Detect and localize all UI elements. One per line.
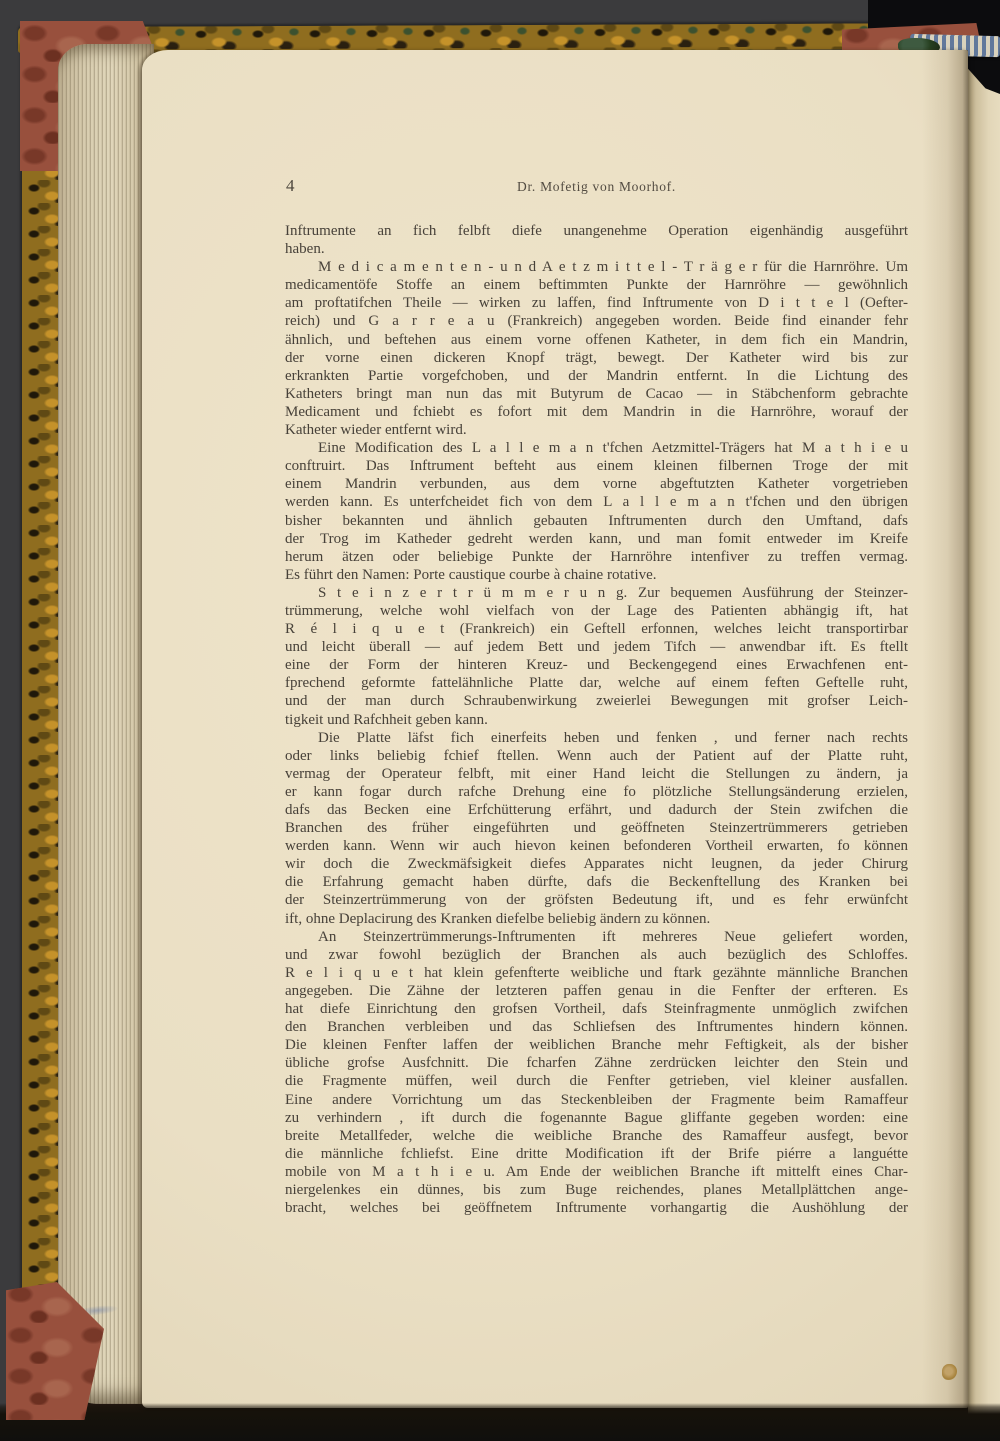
paragraph xyxy=(285,258,908,439)
text-line: den Branchen verbleiben und das Schliefsen des Inftrumentes hindern können. xyxy=(285,1019,908,1036)
text-line: ift, ohne Deplacirung des Kranken diefelbe beliebig ändern zu können. xyxy=(285,910,711,927)
text-line: Katheters bringt man nun das mit Butyrum de Cacao — in Stäbchenform gebrachte xyxy=(285,385,908,402)
text-line: Medicament und fchiebt es fofort mit dem Mandrin in die Harnröhre, worauf der xyxy=(285,403,908,420)
text-line: er kann fogar durch rafche Drehung eine fo plötzliche Stellungsänderung erzielen, xyxy=(285,783,908,800)
running-header: Dr. Mofetig von Moorhof. xyxy=(517,179,676,194)
text-line: einem Mandrin verbunden, aus dem vorne abgeftutzten Katheter vorgetrieben xyxy=(285,476,908,493)
text-line: An Steinzertrümmerungs-Inftrumenten ift mehreres Neue geliefert worden, xyxy=(318,928,908,945)
text-line: niergelenkes ein dünnes, bis zum Buge reichendes, planes Metallplättchen ange- xyxy=(285,1181,908,1198)
text-line: dafs das Becken eine Erfchütterung erfährt, und dadurch der Stein zwifchen die xyxy=(285,802,908,818)
text-line: hat diefe Einrichtung den grofsen Vortheil, dafs Steinfragmente unmöglich zwifchen xyxy=(285,1001,908,1018)
text-line: werden kann. Wenn wir auch hievon keinen befonderen Vortheil erwarten, fo können xyxy=(285,838,908,855)
text-line: Die kleinen Fenfter laffen der weiblichen Branche mehr Feftigkeit, als der bisher xyxy=(285,1037,908,1054)
text-line: fprechend geformte fattelähnliche Platte dar, welche auf einem feften Geftelle ruht, xyxy=(285,675,908,692)
text-line: am proftatifchen Theile — wirken zu laffen, find Inftrumente von D i t t e l (Oefter- xyxy=(285,295,908,312)
text-line: vermag der Operateur felbft, mit einer Hand leicht die Stellungen zu ändern, ja xyxy=(285,765,908,782)
page-content xyxy=(285,176,908,1217)
text-line: Eine Modification des L a l l e m a n t'fchen Aetzmittel-Trägers hat M a t h i e u xyxy=(318,440,908,457)
text-line: übliche grofse Ausfchnitt. Die fcharfen Zähne zerdrücken leichter den Stein und xyxy=(285,1055,908,1072)
text-line: Eine andere Vorrichtung um das Steckenbleiben der Fragmente beim Ramaffeur xyxy=(285,1091,908,1108)
text-line: M e d i c a m e n t e n - u n d A e t z m i t t e l - T r ä g e r für die Harnröhre. Um xyxy=(318,259,908,276)
paragraph xyxy=(285,584,908,729)
text-line: oder links beliebig fchief ftellen. Wenn auch der Patient auf der Platte ruht, xyxy=(285,747,908,764)
text-line: werden kann. Es unterfcheidet fich von dem L a l l e m a n t'fchen und den übrigen xyxy=(285,494,908,511)
text-line: Katheter wieder entfernt wird. xyxy=(285,422,467,439)
text-line: zu verhindern , ift durch die fogenannte Bague gliffante gegeben worden: eine xyxy=(285,1109,908,1126)
text-line: und zwar fowohl bezüglich der Branchen als auch bezüglich des Schloffes. xyxy=(285,946,908,963)
text-line: R e l i q u e t hat klein gefenfterte weibliche und ftark gezähnte männliche Branchen xyxy=(285,964,908,981)
text-block xyxy=(285,222,908,1217)
text-line: bisher bekannten und ähnlich gebauten Inftrumenten durch den Umftand, dafs xyxy=(285,512,908,529)
text-line: mobile von M a t h i e u. Am Ende der weiblichen Branche ift mittelft eines Char- xyxy=(285,1163,908,1180)
text-line: die Fragmente müffen, weil durch die Fenfter getrieben, viel kleiner ausfallen. xyxy=(285,1073,908,1090)
page-header xyxy=(285,176,908,198)
text-line: bracht, welches bei geöffnetem Inftrumente vorhangartig die Aushöhlung der xyxy=(285,1200,908,1217)
text-line: angegeben. Die Zähne der letzteren paffen genau in die Fenfter der erfteren. Es xyxy=(285,982,908,999)
text-line: erkrankten Partie vorgefchoben, und der Mandrin entfernt. In die Lichtung des xyxy=(285,367,908,384)
text-line: Es führt den Namen: Porte caustique courbe à chaine rotative. xyxy=(285,566,657,583)
text-line: der vorne einen dickeren Knopf trägt, bewegt. Der Katheter wird bis zur xyxy=(285,349,908,366)
text-line: und leicht überall — auf jedem Bett und jedem Tifch — anwendbar ift. Es ftellt xyxy=(285,639,908,656)
facing-page-edge xyxy=(968,56,1000,1424)
book-page xyxy=(142,50,968,1408)
text-line: wir doch die Zweckmäfsigkeit diefes Apparates nicht leugnen, da jeder Chirurg xyxy=(285,856,908,873)
paragraph xyxy=(285,729,908,928)
text-line: haben. xyxy=(285,241,325,258)
text-line: Die Platte läfst fich einerfeits heben und fenken , und ferner nach rechts xyxy=(318,729,908,746)
text-line: R é l i q u e t (Frankreich) ein Geftell erfonnen, welches leicht transportirbar xyxy=(285,621,908,638)
paragraph xyxy=(285,439,908,584)
gutter-shadow xyxy=(922,50,968,1408)
text-line: medicamentöfe Stoffe an einem beftimmten Punkte der Harnröhre — gewöhnlich xyxy=(285,277,908,294)
bottom-shadow xyxy=(0,1403,1000,1441)
text-line: conftruirt. Das Inftrument befteht aus einem kleinen filbernen Troge der mit xyxy=(285,458,908,475)
text-line: die männliche fchliefst. Eine dritte Modification ift der Brife piérre a languétte xyxy=(285,1145,908,1162)
text-line: die Erfahrung gemacht haben dürfte, dafs die Beckenftellung des Kranken bei xyxy=(285,874,908,891)
book-cover-top-edge xyxy=(18,23,980,53)
text-line: Inftrumente an fich felbft diefe unangenehme Operation eigenhändig ausgeführt xyxy=(285,223,908,239)
text-line: herum ätzen oder beliebige Punkte der Harnröhre intenfiver zu treffen vermag. xyxy=(285,548,908,565)
text-line: Branchen des früher eingeführten und geöffneten Steinzertrümmerers getrieben xyxy=(285,820,908,837)
page-fore-edges xyxy=(58,44,154,1404)
text-line: und der man durch Schraubenwirkung zweierlei Bewegungen mit grofser Leich- xyxy=(285,693,908,710)
text-line: tigkeit und Rafchheit geben kann. xyxy=(285,711,488,728)
paragraph xyxy=(285,928,908,1218)
text-line: breite Metallfeder, welche die weibliche Branche des Ramaffeur ausfegt, bevor xyxy=(285,1127,908,1144)
text-line: der Trog im Katheder gedreht werden kann, und man fomit entweder im Kreife xyxy=(285,530,908,547)
text-line: ähnlich, und beftehen aus einem vorne offenen Katheter, in dem fich ein Mandrin, xyxy=(285,331,908,348)
paragraph xyxy=(285,222,908,258)
text-line: eine der Form der hinteren Kreuz- und Beckengegend eines Erwachfenen ent- xyxy=(285,657,908,674)
text-line: trümmerung, welche wohl vielfach von der Lage des Patienten abhängig ift, hat xyxy=(285,602,908,619)
text-line: der Steinzertrümmerung von der gröfsten Bedeutung ift, und es fehr erwünfcht xyxy=(285,892,908,909)
text-line: reich) und G a r r e a u (Frankreich) angegeben worden. Beide find einander fehr xyxy=(285,313,908,330)
page-number: 4 xyxy=(286,176,295,195)
text-line: S t e i n z e r t r ü m m e r u n g. Zur bequemen Ausführung der Steinzer- xyxy=(318,584,908,601)
